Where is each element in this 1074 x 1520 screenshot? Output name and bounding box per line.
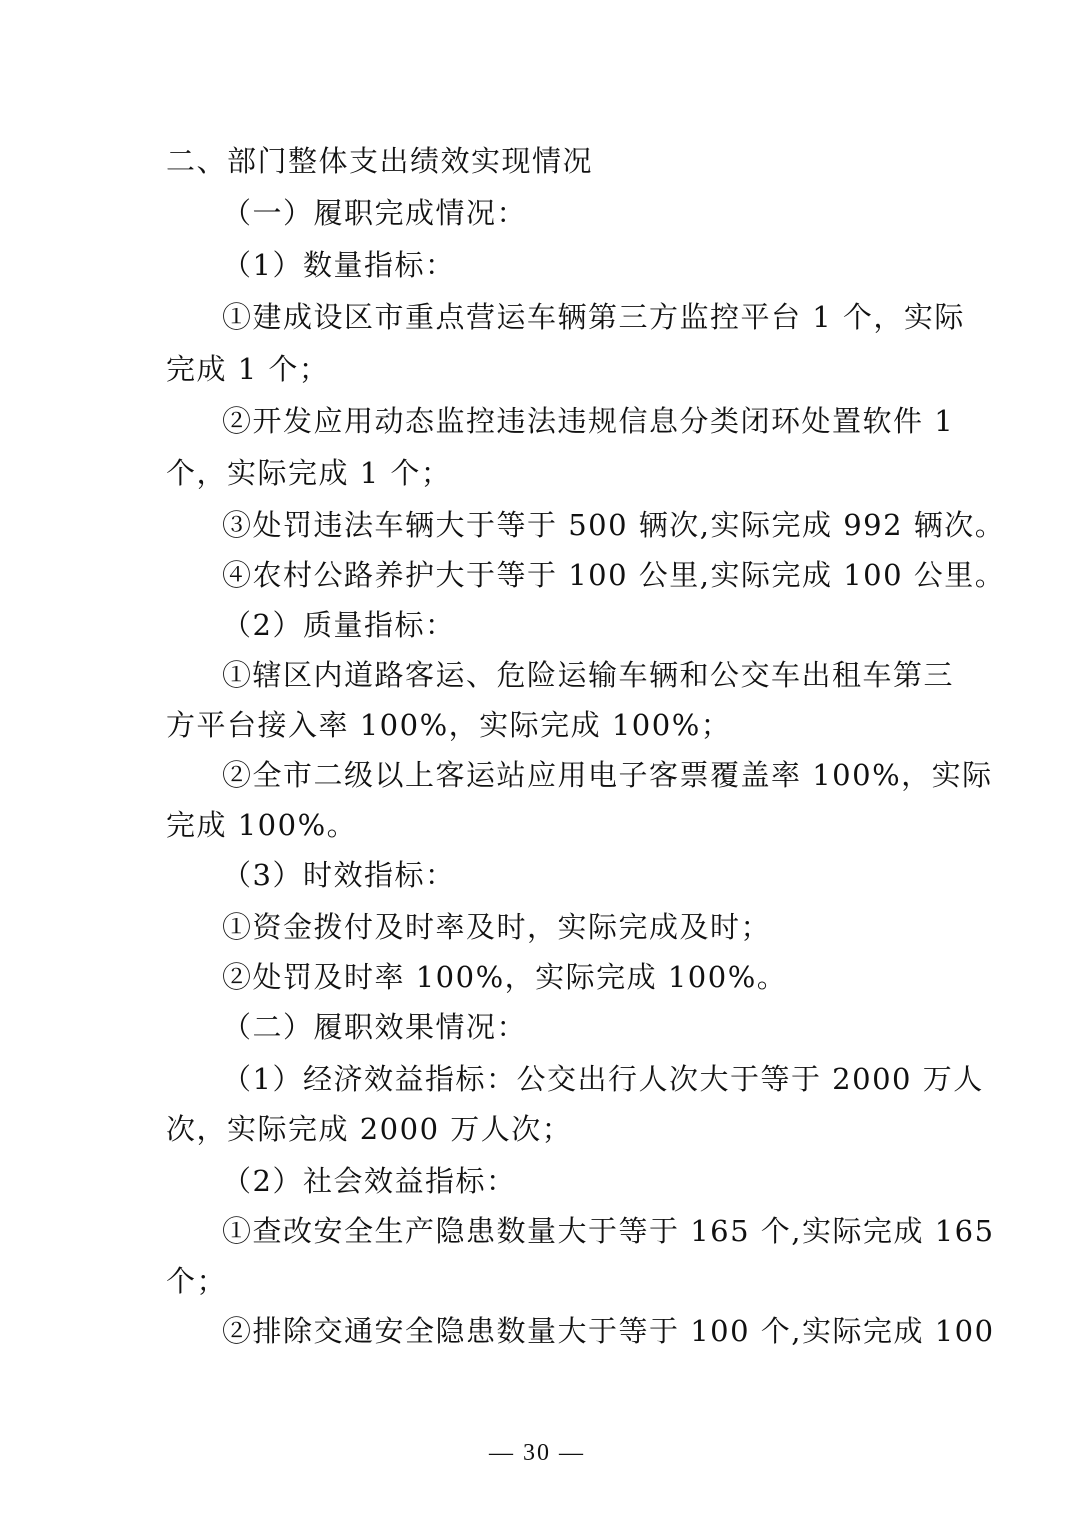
paragraph-line: ③处罚违法车辆大于等于 500 辆次,实际完成 992 辆次。 (222, 508, 1006, 542)
paragraph-line: ①建成设区市重点营运车辆第三方监控平台 1 个，实际 (222, 300, 965, 334)
paragraph-line: ②开发应用动态监控违法违规信息分类闭环处置软件 1 (222, 404, 955, 438)
paragraph-line: ②处罚及时率 100%，实际完成 100%。 (222, 960, 788, 994)
paragraph-line: 个； (166, 1264, 228, 1298)
indicator-heading: （1）数量指标： (222, 248, 456, 282)
paragraph-line: 个，实际完成 1 个； (166, 456, 452, 490)
page-number: — 30 — (489, 1440, 585, 1466)
paragraph-line: ①辖区内道路客运、危险运输车辆和公交车出租车第三 (222, 658, 955, 692)
paragraph-line: ①资金拨付及时率及时，实际完成及时； (222, 910, 772, 944)
subsection-heading: （二）履职效果情况： (222, 1010, 528, 1044)
subsection-heading: （一）履职完成情况： (222, 196, 528, 230)
paragraph-line: ②排除交通安全隐患数量大于等于 100 个,实际完成 100 (222, 1314, 995, 1348)
paragraph-line: （1）经济效益指标：公交出行人次大于等于 2000 万人 (222, 1062, 984, 1096)
indicator-heading: （3）时效指标： (222, 858, 456, 892)
paragraph-line: 方平台接入率 100%，实际完成 100%； (166, 708, 732, 742)
indicator-heading: （2）质量指标： (222, 608, 456, 642)
paragraph-line: ④农村公路养护大于等于 100 公里,实际完成 100 公里。 (222, 558, 1006, 592)
paragraph-line: ①查改安全生产隐患数量大于等于 165 个,实际完成 165 (222, 1214, 995, 1248)
paragraph-line: 完成 1 个； (166, 352, 330, 386)
indicator-heading: （2）社会效益指标： (222, 1164, 517, 1198)
paragraph-line: 完成 100%。 (166, 808, 358, 842)
section-heading: 二、部门整体支出绩效实现情况 (166, 144, 594, 178)
paragraph-line: 次，实际完成 2000 万人次； (166, 1112, 573, 1146)
paragraph-line: ②全市二级以上客运站应用电子客票覆盖率 100%，实际 (222, 758, 993, 792)
